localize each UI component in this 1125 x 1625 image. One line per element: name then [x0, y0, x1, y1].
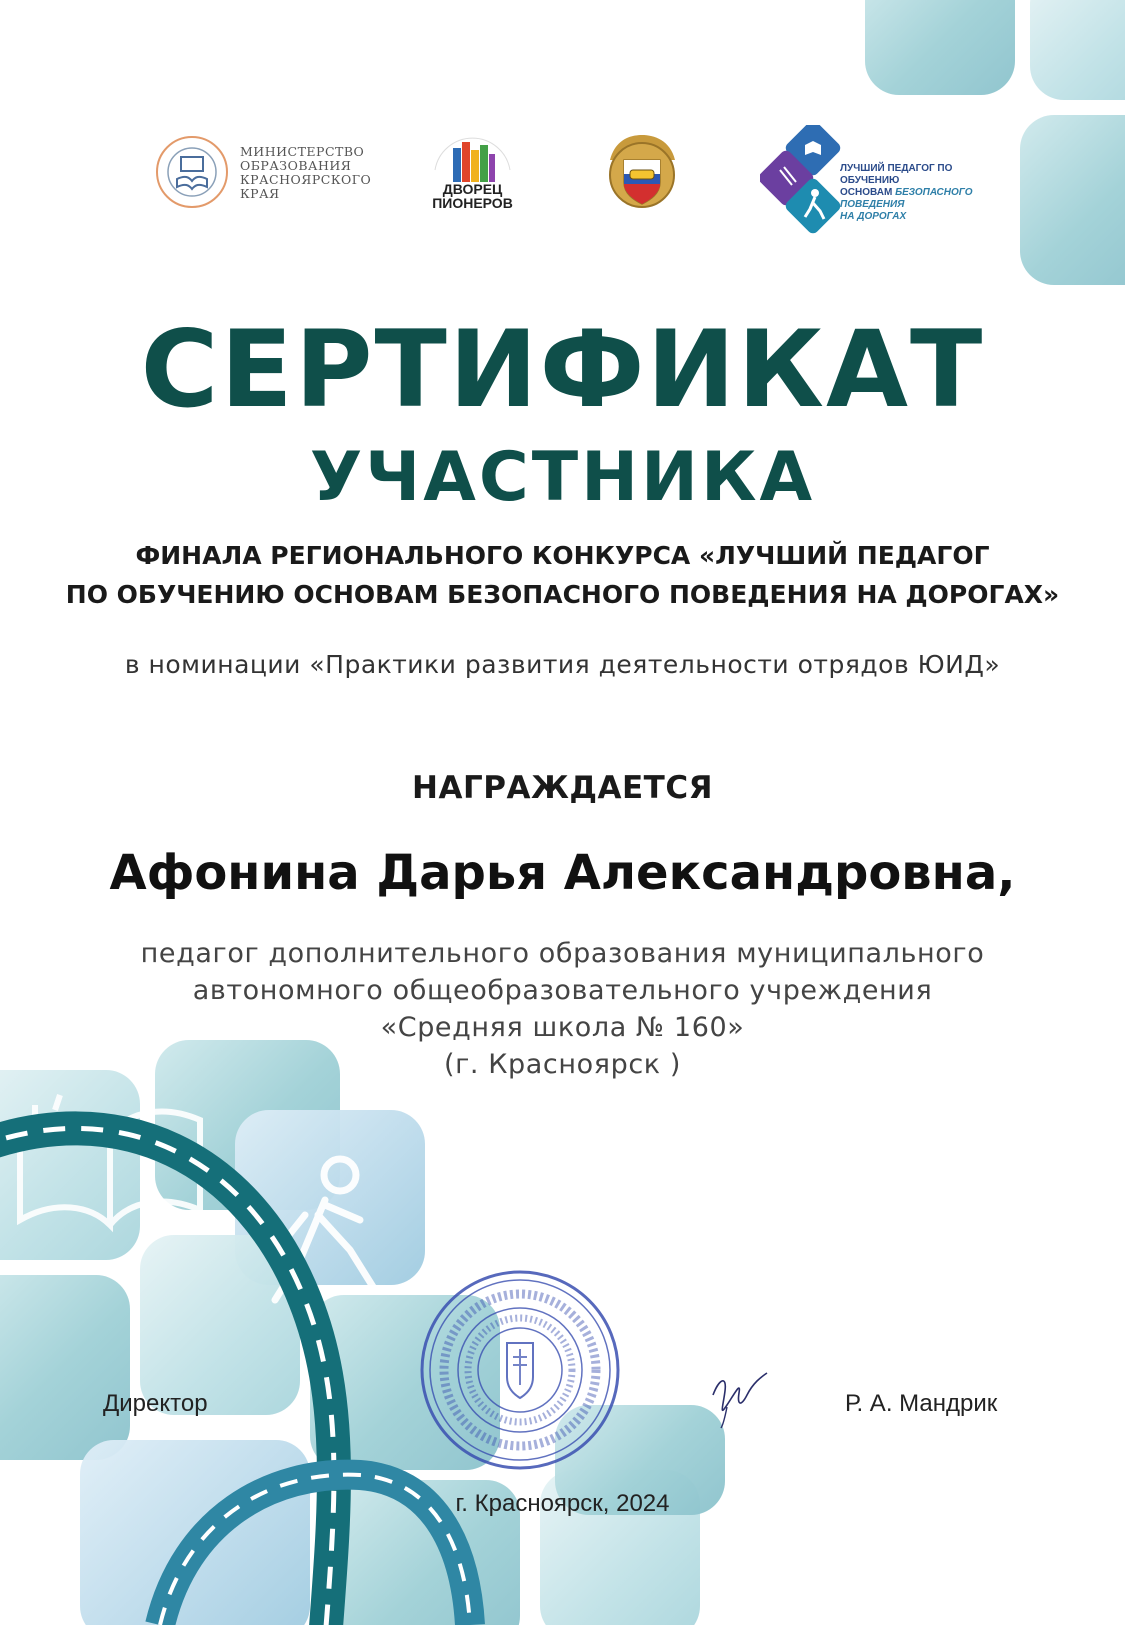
position-line-3: «Средняя школа № 160» — [380, 1012, 745, 1043]
certificate-title: СЕРТИФИКАТ — [140, 308, 985, 431]
palace-logo — [425, 130, 520, 220]
ministry-line-3: КРАСНОЯРСКОГО — [240, 172, 372, 187]
ministry-line-1: МИНИСТЕРСТВО — [240, 144, 365, 159]
nomination: в номинации «Практики развития деятельности отрядов ЮИД» — [124, 650, 1001, 679]
recipient-name: Афонина Дарья Александровна, — [109, 845, 1016, 901]
ministry-logo — [155, 135, 372, 210]
place-date: г. Красноярск, 2024 — [455, 1490, 670, 1517]
contest-logo — [760, 125, 990, 235]
signature-name: Р. А. Мандрик — [845, 1390, 998, 1417]
ministry-line-2: ОБРАЗОВАНИЯ — [240, 158, 352, 173]
gibdd-logo — [600, 130, 685, 215]
contest-line-2-italic: БЕЗОПАСНОГО ПОВЕДЕНИЯ — [840, 187, 973, 210]
contest-line-2-plain: ОСНОВАМ — [840, 187, 896, 198]
position-line-1: педагог дополнительного образования муниципального — [140, 938, 985, 969]
position-line-2: автономного общеобразовательного учреждения — [192, 975, 933, 1006]
event-line-2: ПО ОБУЧЕНИЮ ОСНОВАМ БЕЗОПАСНОГО ПОВЕДЕНИЯ НА ДОРОГАХ» — [65, 580, 1060, 609]
ministry-line-4: КРАЯ — [240, 186, 280, 201]
palace-name-line-2: ПИОНЕРОВ — [432, 195, 513, 211]
ministry-emblem-icon — [155, 135, 230, 210]
event-line-1: ФИНАЛА РЕГИОНАЛЬНОГО КОНКУРСА «ЛУЧШИЙ ПЕДАГОГ — [135, 541, 990, 570]
certificate-subtitle: УЧАСТНИКА — [309, 438, 816, 517]
position-line-4: (г. Красноярск ) — [443, 1049, 681, 1080]
contest-line-1: ЛУЧШИЙ ПЕДАГОГ ПО ОБУЧЕНИЮ — [840, 163, 953, 186]
director-signature — [705, 1355, 775, 1430]
traffic-police-emblem-icon — [600, 130, 685, 215]
palace-name-line-1: ДВОРЕЦ — [442, 181, 503, 197]
awarded-label: НАГРАЖДАЕТСЯ — [412, 770, 713, 806]
signature-role: Директор — [103, 1390, 208, 1417]
official-stamp — [415, 1265, 625, 1475]
contest-line-3: НА ДОРОГАХ — [840, 211, 907, 222]
logo-row — [0, 130, 1125, 240]
